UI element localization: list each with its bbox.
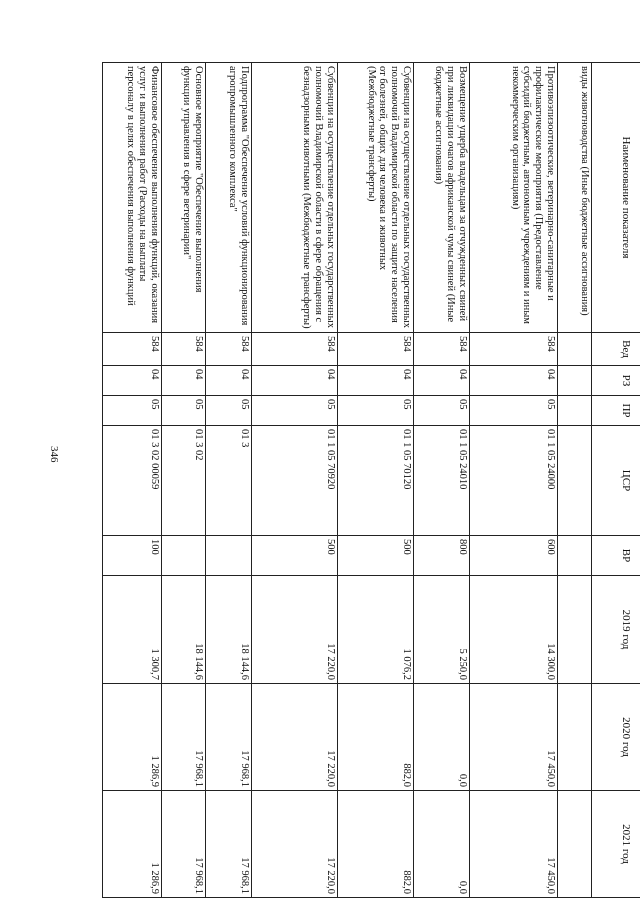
cell-csr: 01 1 05 24010 [414, 426, 470, 536]
header-ved: Вед [592, 333, 640, 366]
table-row [162, 63, 206, 898]
cell-rz: 04 [414, 366, 470, 396]
cell-vr [162, 536, 206, 576]
cell-2021: 0,0 [414, 791, 470, 898]
header-vr: ВР [592, 536, 640, 576]
cell-name: Возмещение ущерба владельцам за отчужденных свиней при ликвидации очагов африканской чумы свиней (Иные бюджетные ассигнования) [414, 63, 470, 333]
cell-2019: 18 144,6 [162, 576, 206, 684]
cell-ved: 584 [414, 333, 470, 366]
table-row [206, 63, 252, 898]
cell-2020 [558, 684, 592, 791]
table-row [338, 63, 414, 898]
rotated-table-wrapper [125, 62, 640, 897]
cell-ved: 584 [470, 333, 558, 366]
cell-csr: 01 1 05 70120 [338, 426, 414, 536]
cell-rz [558, 366, 592, 396]
header-row [592, 63, 640, 898]
cell-name: Противоэпизоотические, ветеринарно-санитарные и профилактические мероприятия (Предоставление субсидий бюджетным, автономным учреждениям и иным некоммерческим организациям) [470, 63, 558, 333]
header-2020: 2020 год [592, 684, 640, 791]
cell-2020: 1 286,9 [103, 684, 162, 791]
cell-csr: 01 1 05 70920 [252, 426, 338, 536]
cell-pr [558, 396, 592, 426]
header-name: Наименование показателя [592, 63, 640, 333]
cell-pr: 05 [206, 396, 252, 426]
cell-ved: 584 [252, 333, 338, 366]
table-row [103, 63, 162, 898]
cell-name: Подпрограмма "Обеспечение условий функционирования агропромышленного комплекса" [206, 63, 252, 333]
cell-2021 [558, 791, 592, 898]
cell-vr: 800 [414, 536, 470, 576]
cell-2020: 17 450,0 [470, 684, 558, 791]
header-pr: ПР [592, 396, 640, 426]
cell-2019 [558, 576, 592, 684]
cell-2020: 0,0 [414, 684, 470, 791]
cell-csr [558, 426, 592, 536]
cell-vr: 500 [252, 536, 338, 576]
cell-2019: 18 144,6 [206, 576, 252, 684]
table-row [252, 63, 338, 898]
cell-2021: 17 220,0 [252, 791, 338, 898]
cell-ved: 584 [162, 333, 206, 366]
cell-rz: 04 [470, 366, 558, 396]
cell-ved: 584 [206, 333, 252, 366]
cell-2021: 17 968,1 [206, 791, 252, 898]
cell-rz: 04 [252, 366, 338, 396]
cell-2019: 1 300,7 [103, 576, 162, 684]
table-row [558, 63, 592, 898]
cell-name: Основное мероприятие "Обеспечение выполнения функции управления в сфере ветеринарии" [162, 63, 206, 333]
cell-rz: 04 [162, 366, 206, 396]
cell-rz: 04 [206, 366, 252, 396]
cell-2020: 17 968,1 [162, 684, 206, 791]
cell-pr: 05 [414, 396, 470, 426]
cell-pr: 05 [162, 396, 206, 426]
cell-pr: 05 [470, 396, 558, 426]
cell-2020: 882,0 [338, 684, 414, 791]
header-2019: 2019 год [592, 576, 640, 684]
cell-csr: 01 3 [206, 426, 252, 536]
cell-ved: 584 [103, 333, 162, 366]
cell-pr: 05 [252, 396, 338, 426]
cell-2020: 17 220,0 [252, 684, 338, 791]
cell-pr: 05 [338, 396, 414, 426]
cell-csr: 01 1 05 24000 [470, 426, 558, 536]
cell-rz: 04 [103, 366, 162, 396]
cell-name: виды животноводства (Иные бюджетные ассигнования) [558, 63, 592, 333]
cell-vr [558, 536, 592, 576]
cell-2020: 17 968,1 [206, 684, 252, 791]
cell-vr [206, 536, 252, 576]
cell-2021: 882,0 [338, 791, 414, 898]
cell-name: Финансовое обеспечение выполнения функций, оказания услуг и выполнения работ (Расходы на выплаты персоналу в целях обеспечения выполнения функций [103, 63, 162, 333]
budget-table [102, 62, 640, 898]
table-row [470, 63, 558, 898]
page-number: 346 [48, 446, 60, 463]
cell-rz: 04 [338, 366, 414, 396]
cell-vr: 600 [470, 536, 558, 576]
cell-2019: 14 300,0 [470, 576, 558, 684]
cell-ved [558, 333, 592, 366]
header-rz: РЗ [592, 366, 640, 396]
cell-ved: 584 [338, 333, 414, 366]
cell-2019: 5 250,0 [414, 576, 470, 684]
cell-csr: 01 3 02 [162, 426, 206, 536]
cell-2019: 1 076,2 [338, 576, 414, 684]
cell-vr: 100 [103, 536, 162, 576]
header-2021: 2021 год [592, 791, 640, 898]
table-row [414, 63, 470, 898]
cell-vr: 500 [338, 536, 414, 576]
cell-name: Субвенции на осуществление отдельных государственных полномочий Владимирской области по защите населения от болезней, общих для человека и животных (Межбюджетные трансферты) [338, 63, 414, 333]
cell-2021: 17 450,0 [470, 791, 558, 898]
cell-csr: 01 3 02 00059 [103, 426, 162, 536]
header-csr: ЦСР [592, 426, 640, 536]
cell-2021: 17 968,1 [162, 791, 206, 898]
cell-name: Субвенции на осуществление отдельных государственных полномочий Владимирской области в сфере обращения с безнадзорными животными (Межбюджетные трансферты) [252, 63, 338, 333]
cell-2019: 17 220,0 [252, 576, 338, 684]
cell-pr: 05 [103, 396, 162, 426]
cell-2021: 1 286,9 [103, 791, 162, 898]
